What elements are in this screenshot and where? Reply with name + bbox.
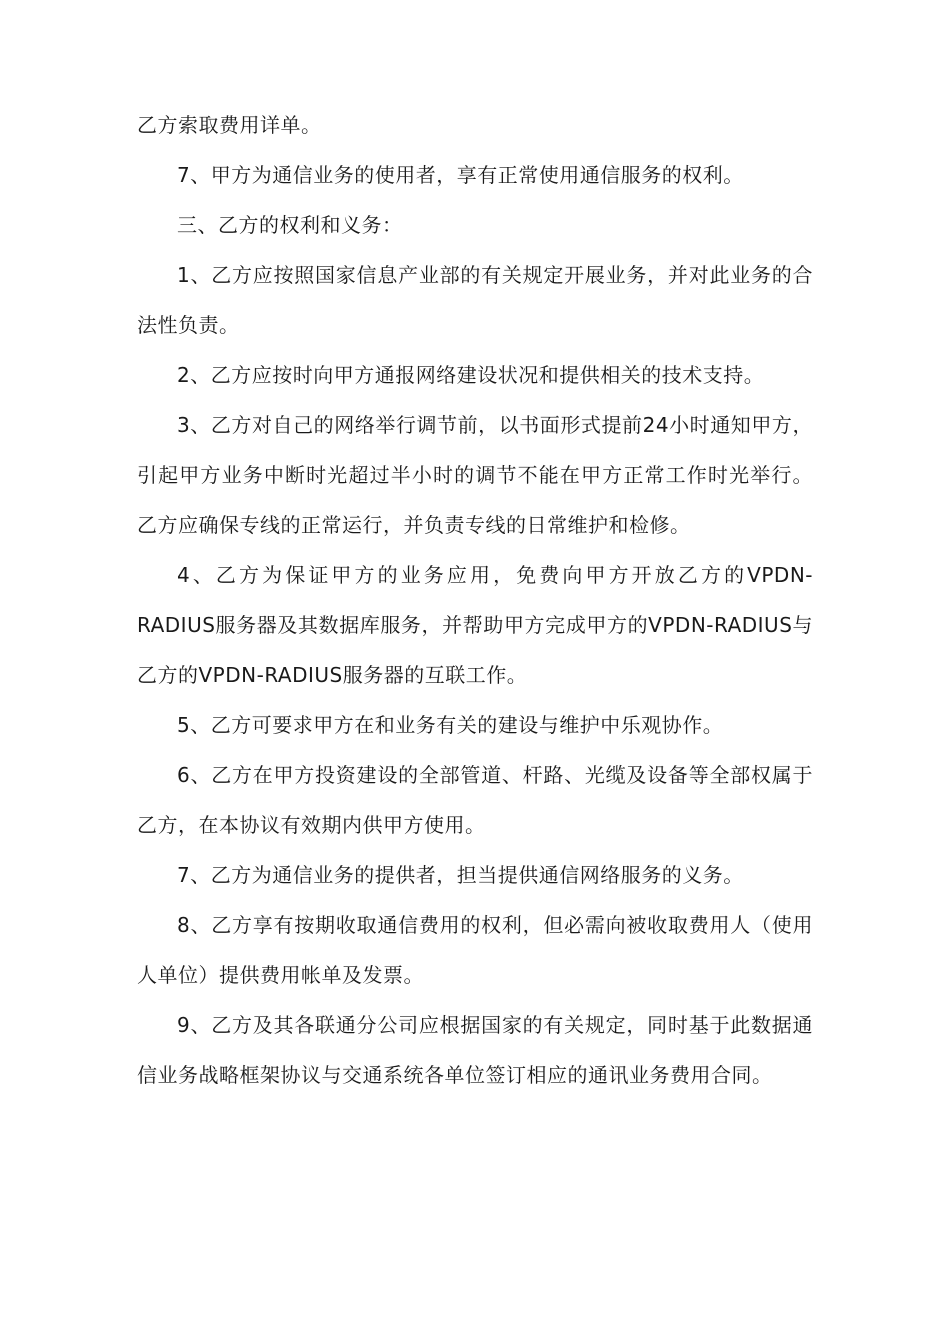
paragraph-continuation: 乙方索取费用详单。 xyxy=(137,113,322,137)
paragraph-item-9: 9、乙方及其各联通分公司应根据国家的有关规定，同时基于此数据通信业务战略框架协议与交通系统各单位签订相应的通讯业务费用合同。 xyxy=(137,1013,813,1087)
paragraph-item-3: 3、乙方对自己的网络举行调节前，以书面形式提前24小时通知甲方，引起甲方业务中断时光超过半小时的调节不能在甲方正常工作时光举行。乙方应确保专线的正常运行，并负责专线的日常维护和检修。 xyxy=(137,413,813,537)
document-body xyxy=(137,100,813,1100)
paragraph-item-7-party-a: 7、甲方为通信业务的使用者，享有正常使用通信服务的权利。 xyxy=(177,163,744,187)
section-heading-party-b: 三、乙方的权利和义务： xyxy=(177,213,403,237)
paragraph-item-8: 8、乙方享有按期收取通信费用的权利，但必需向被收取费用人（使用人单位）提供费用帐单及发票。 xyxy=(137,913,813,987)
paragraph-item-5: 5、乙方可要求甲方在和业务有关的建设与维护中乐观协作。 xyxy=(177,713,724,737)
paragraph-item-1: 1、乙方应按照国家信息产业部的有关规定开展业务，并对此业务的合法性负责。 xyxy=(137,263,813,337)
paragraph-item-4: 4、乙方为保证甲方的业务应用，免费向甲方开放乙方的VPDN-RADIUS服务器及其数据库服务，并帮助甲方完成甲方的VPDN-RADIUS与乙方的VPDN-RADIUS服务器的互联工作。 xyxy=(137,563,813,687)
paragraph-item-7: 7、乙方为通信业务的提供者，担当提供通信网络服务的义务。 xyxy=(177,863,744,887)
paragraph-item-6: 6、乙方在甲方投资建设的全部管道、杆路、光缆及设备等全部权属于乙方，在本协议有效期内供甲方使用。 xyxy=(137,763,813,837)
paragraph-item-2: 2、乙方应按时向甲方通报网络建设状况和提供相关的技术支持。 xyxy=(177,363,765,387)
